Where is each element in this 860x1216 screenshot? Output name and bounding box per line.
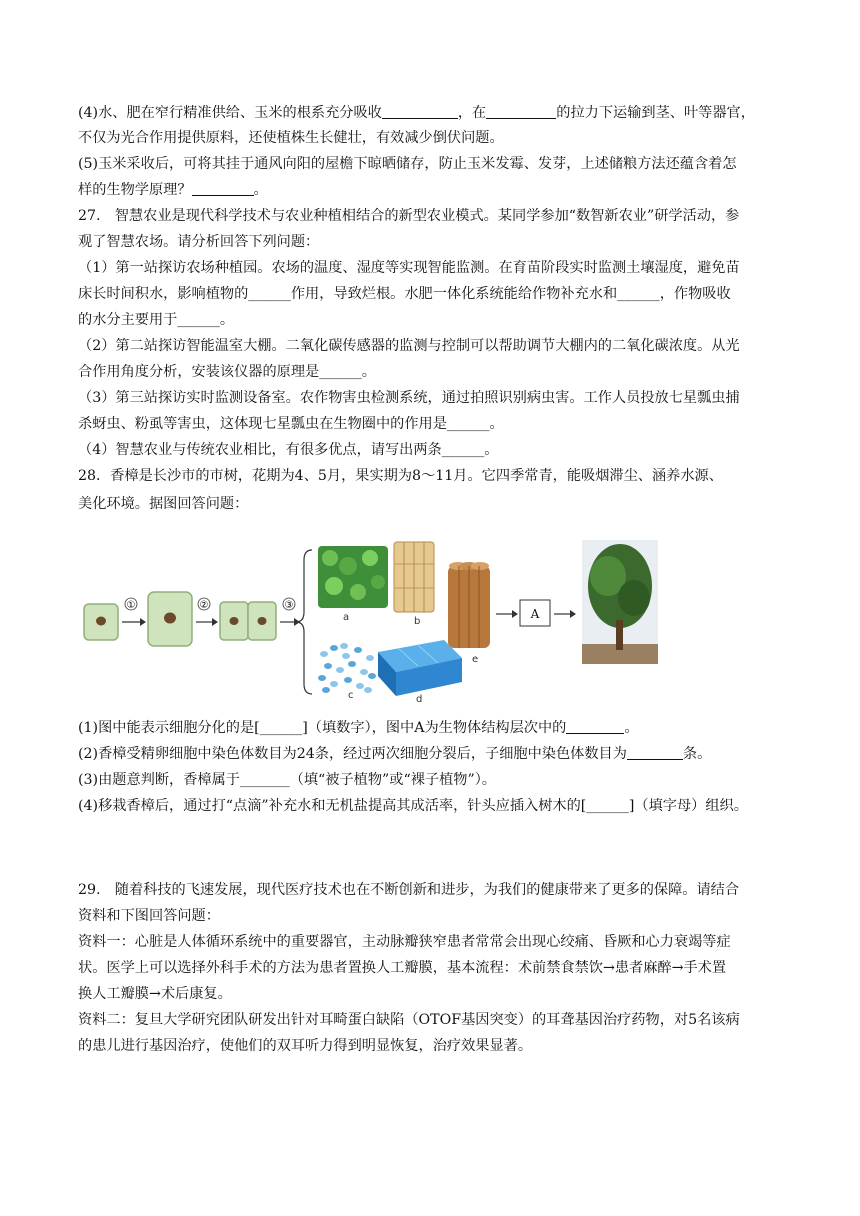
text-run: 美化环境。据图回答问题： [78, 496, 249, 512]
single-cell [84, 604, 118, 640]
tissue-label-b: b [414, 616, 421, 627]
text-line-q26-4-a [78, 103, 790, 123]
answer-blank[interactable] [627, 745, 683, 760]
tissue-c-cell [366, 655, 374, 661]
step-label-2: ② [199, 600, 209, 611]
text-line-q29-b [78, 906, 790, 926]
text-line-m2-a [78, 1010, 790, 1030]
tissue-c-cell [340, 643, 348, 649]
text-line-q28-3 [78, 770, 790, 790]
tissue-c-cell [354, 647, 362, 653]
tissue-d [378, 640, 462, 705]
text-run: 床长时间积水，影响植物的______作用，导致烂根。水肥一体化系统能给作物补充水和______，作物吸收 [78, 286, 731, 302]
text-line-q28-b [78, 494, 790, 514]
arrow-to-tree [554, 610, 576, 618]
text-line-q26-4-b [78, 128, 790, 148]
divided-cells [220, 602, 276, 640]
structure-level-box [520, 600, 550, 626]
text-run: 27. 智慧农业是现代科学技术与农业种植相结合的新型农业模式。某同学参加“数智新农业”研学活动，参 [78, 208, 740, 224]
text-line-q28-1 [78, 718, 790, 738]
text-run: （3）第三站探访实时监测设备室。农作物害虫检测系统，通过拍照识别病虫害。工作人员投放七星瓢虫捕 [78, 390, 740, 406]
tissue-c-cell [318, 675, 326, 681]
answer-blank[interactable] [382, 104, 458, 119]
tissue-label-a: a [343, 612, 350, 623]
text-line-q27-1-a [78, 258, 790, 278]
tissue-c [318, 643, 376, 701]
text-line-q26-5-a [78, 154, 790, 174]
text-run: ，在 [457, 105, 487, 121]
text-line-m1-b [78, 958, 790, 978]
text-line-q28-2 [78, 744, 790, 764]
step-label-1: ① [126, 600, 136, 611]
text-run: 不仅为光合作用提供原料，还使植株生长健壮，有效减少倒伏问题。 [78, 130, 504, 146]
text-run: （2）第二站探访智能温室大棚。二氧化碳传感器的监测与控制可以帮助调节大棚内的二氧化碳浓度。从光 [78, 338, 740, 354]
text-run: 样的生物学原理？ [78, 182, 192, 198]
text-line-m1-c [78, 984, 790, 1004]
camphor-tree-figure [78, 536, 678, 706]
text-run: （4）智慧农业与传统农业相比，有很多优点，请写出两条______。 [78, 442, 499, 458]
text-line-q27-3-b [78, 414, 790, 434]
text-run: 的患儿进行基因治疗，使他们的双耳听力得到明显恢复，治疗效果显著。 [78, 1038, 533, 1054]
text-run: (2)香樟受精卵细胞中染色体数目为24条，经过两次细胞分裂后，子细胞中染色体数目为 [78, 746, 627, 762]
arrow-1 [122, 598, 146, 626]
tissue-c-cell [342, 653, 350, 659]
text-run: (4)水、肥在窄行精准供给、玉米的根系充分吸收 [78, 105, 382, 121]
answer-blank[interactable] [566, 719, 624, 734]
tissue-label-e: e [472, 654, 479, 665]
text-line-q27-2-b [78, 362, 790, 382]
text-run: 资料和下图回答问题： [78, 908, 220, 924]
tissue-e [448, 562, 490, 665]
text-line-q26-5-b [78, 180, 790, 200]
arrow-to-organ [496, 610, 518, 618]
grown-cell [148, 592, 192, 646]
answer-blank[interactable] [192, 181, 254, 196]
step-label-3: ③ [284, 600, 294, 611]
text-run: (5)玉米采收后，可将其挂于通风向阳的屋檐下晾晒储存，防止玉米发霉、发芽，上述储粮方法还蕴含着怎 [78, 156, 737, 172]
text-run: 资料一：心脏是人体循环系统中的重要器官，主动脉瓣狭窄患者常常会出现心绞痛、昏厥和心力衰竭等症 [78, 934, 731, 950]
text-run: 的水分主要用于______。 [78, 312, 235, 328]
text-run: 观了智慧农场。请分析回答下列问题： [78, 234, 320, 250]
box-label: A [530, 607, 540, 621]
text-line-q27-1-c [78, 310, 790, 330]
text-line-q27-1-b [78, 284, 790, 304]
text-run: 杀蚜虫、粉虱等害虫，这体现七星瓢虫在生物圈中的作用是______。 [78, 416, 504, 432]
tissue-c-cell [364, 687, 372, 693]
tissue-c-cell [344, 677, 352, 683]
text-line-q27-a [78, 206, 790, 226]
text-line-q28-a [78, 466, 790, 486]
text-line-m1-a [78, 932, 790, 952]
text-run: (1)图中能表示细胞分化的是[______]（填数字），图中A为生物体结构层次中的 [78, 720, 567, 736]
tissue-label-d: d [416, 694, 423, 705]
text-line-q29-a [78, 880, 790, 900]
arrow-2 [196, 598, 218, 626]
tissue-a [318, 546, 388, 623]
tissue-c-cell [330, 681, 338, 687]
tissue-label-c: c [348, 690, 354, 701]
text-run: 29. 随着科技的飞速发展，现代医疗技术也在不断创新和进步，为我们的健康带来了更多的保障。请结合 [78, 882, 740, 898]
text-line-q27-2-a [78, 336, 790, 356]
text-run: (4)移栽香樟后，通过打“点滴”补充水和无机盐提高其成活率，针头应插入树木的[______]（填字母）组织。 [78, 798, 748, 814]
text-run: 条。 [682, 746, 712, 762]
text-run: 状。医学上可以选择外科手术的方法为患者置换人工瓣膜，基本流程：术前禁食禁饮→患者麻醉→手术置 [78, 960, 727, 976]
text-line-q27-b [78, 232, 790, 252]
tissue-c-cell [368, 673, 376, 679]
text-line-q27-3-a [78, 388, 790, 408]
tissue-c-cell [360, 669, 368, 675]
text-line-q27-4 [78, 440, 790, 460]
text-line-m2-b [78, 1036, 790, 1056]
text-run: 。 [253, 182, 268, 198]
text-run: 的拉力下运输到茎、叶等器官， [556, 105, 755, 121]
tissue-b [394, 542, 434, 627]
text-run: (3)由题意判断，香樟属于_______（填“被子植物”或“裸子植物”）。 [78, 772, 496, 788]
text-run: 合作用角度分析，安装该仪器的原理是______。 [78, 364, 376, 380]
tissue-c-cell [356, 683, 364, 689]
tissue-c-cell [324, 663, 332, 669]
text-run: 换人工瓣膜→术后康复。 [78, 986, 232, 1002]
text-line-q28-4 [78, 796, 790, 816]
camphor-tree-photo [582, 540, 658, 664]
text-run: 资料二：复旦大学研究团队研发出针对耳畸蛋白缺陷（OTOF基因突变）的耳聋基因治疗药物，对5名该病 [78, 1012, 740, 1028]
tissue-c-cell [322, 687, 330, 693]
tissue-c-cell [336, 667, 344, 673]
answer-blank[interactable] [486, 104, 556, 119]
tissue-c-cell [348, 661, 356, 667]
brace [296, 550, 312, 694]
text-run: 28．香樟是长沙市的市树，花期为4、5月，果实期为8～11月。它四季常青，能吸烟滞尘、涵养水源、 [78, 468, 723, 484]
tissue-c-cell [320, 651, 328, 657]
text-run: （1）第一站探访农场种植园。农场的温度、湿度等实现智能监测。在育苗阶段实时监测土壤湿度，避免苗 [78, 260, 740, 276]
tissue-c-cell [330, 645, 338, 651]
text-run: 。 [624, 720, 639, 736]
